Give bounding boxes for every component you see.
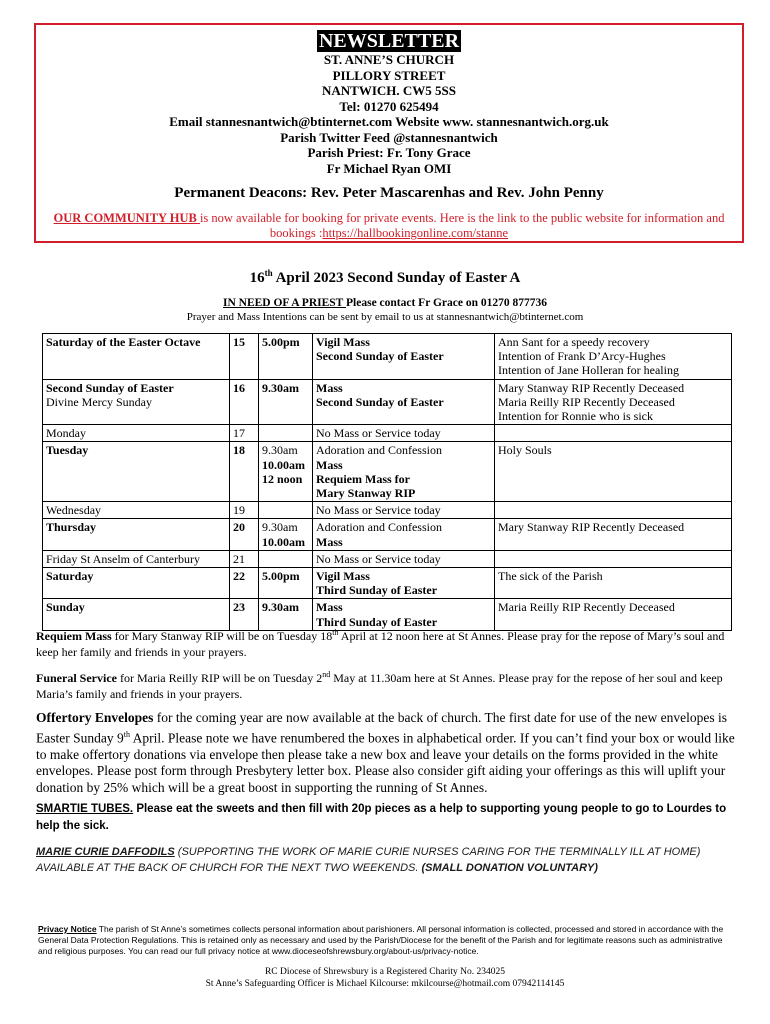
date-cell: 17 <box>230 425 259 442</box>
date-cell: 16 <box>230 379 259 425</box>
curie-notice: MARIE CURIE DAFFODILS (SUPPORTING THE WORK OF MARIE CURIE NURSES CARING FOR THE TERMINALLY ILL AT HOME) AVAILABLE AT THE BACK OF CHURCH FOR THE NEXT TWO WEEKENDS. (SMALL DONATION VOLUNTARY) <box>36 846 701 874</box>
service-cell: No Mass or Service today <box>313 550 495 567</box>
charity-line: RC Diocese of Shrewsbury is a Registered Charity No. 234025 <box>264 967 506 977</box>
day-cell: Second Sunday of Easter Divine Mercy Sunday <box>43 379 230 425</box>
table-row <box>43 425 732 442</box>
time-cell: 9.30am 10.00am <box>259 519 313 550</box>
table-row <box>43 550 732 567</box>
intention-cell <box>495 425 732 442</box>
intention-cell: Maria Reilly RIP Recently Deceased <box>495 599 732 630</box>
intentions-note: Prayer and Mass Intentions can be sent by email to us at stannesnantwich@btinternet.com <box>186 311 584 323</box>
hub-text: is now available for booking for private events. Here is the link to the public website for information and bookings : <box>199 211 725 240</box>
deacons: Permanent Deacons: Rev. Peter Mascarenhas and Rev. John Penny <box>174 185 604 201</box>
day-cell: Friday St Anselm of Canterbury <box>43 550 230 567</box>
intention-cell: Holy Souls <box>495 442 732 502</box>
table-row <box>43 519 732 550</box>
service-cell: Vigil Mass Second Sunday of Easter <box>313 334 495 380</box>
service-cell: Mass Third Sunday of Easter <box>313 599 495 630</box>
newsletter-title: NEWSLETTER <box>318 30 460 52</box>
mass-schedule-table <box>42 333 732 631</box>
town: NANTWICH. CW5 5SS <box>322 83 456 98</box>
table-row <box>43 334 732 380</box>
date-cell: 15 <box>230 334 259 380</box>
time-cell <box>259 425 313 442</box>
footer <box>0 966 770 990</box>
date-cell: 20 <box>230 519 259 550</box>
day-cell: Saturday of the Easter Octave <box>43 334 230 380</box>
service-cell: No Mass or Service today <box>313 425 495 442</box>
time-cell: 5.00pm <box>259 334 313 380</box>
day-cell: Sunday <box>43 599 230 630</box>
date-cell: 21 <box>230 550 259 567</box>
service-cell: Mass Second Sunday of Easter <box>313 379 495 425</box>
hub-link[interactable]: https://hallbookingonline.com/stanne <box>322 226 509 240</box>
service-cell: No Mass or Service today <box>313 502 495 519</box>
intention-cell <box>495 550 732 567</box>
funeral-notice: Funeral Service for Maria Reilly RIP will be on Tuesday 2nd May at 11.30am here at St Annes. Please pray for the repose of her soul and keep Maria’s family and friends in your prayers. <box>36 670 723 701</box>
table-row <box>43 502 732 519</box>
church-name: ST. ANNE’S CHURCH <box>323 52 455 67</box>
intention-cell: Mary Stanway RIP Recently Deceased Maria Reilly RIP Recently Deceased Intention for Ronnie who is sick <box>495 379 732 425</box>
time-cell <box>259 502 313 519</box>
intention-cell: The sick of the Parish <box>495 568 732 599</box>
date-cell: 22 <box>230 568 259 599</box>
header-box <box>34 23 744 243</box>
sunday-title: 16th April 2023 Second Sunday of Easter A <box>249 268 521 286</box>
time-cell: 9.30am <box>259 599 313 630</box>
intention-cell: Mary Stanway RIP Recently Deceased <box>495 519 732 550</box>
day-cell: Tuesday <box>43 442 230 502</box>
priest-notice: IN NEED OF A PRIEST Please contact Fr Grace on 01270 877736 <box>222 297 548 309</box>
intention-cell: Ann Sant for a speedy recovery Intention of Frank D’Arcy-Hughes Intention of Jane Holleran for healing <box>495 334 732 380</box>
service-cell: Adoration and Confession Mass <box>313 519 495 550</box>
day-cell: Saturday <box>43 568 230 599</box>
day-cell: Wednesday <box>43 502 230 519</box>
parish-priest: Parish Priest: Fr. Tony Grace <box>307 145 471 160</box>
table-row <box>43 568 732 599</box>
time-cell: 5.00pm <box>259 568 313 599</box>
safeguarding-line: St Anne’s Safeguarding Officer is Michael Kilcourse: mkilcourse@hotmail.com 07942114145 <box>205 979 565 989</box>
smartie-notice: SMARTIE TUBES. Please eat the sweets and then fill with 20p pieces as a help to supporting young people to go to Lourdes to help the sick. <box>36 803 727 832</box>
privacy-notice: Privacy Notice The parish of St Anne’s sometimes collects personal information about parishioners. All personal information is collected, processed and stored in accordance with the General Data Protection Regulations. This is retained only as necessary and used by the Parish/Diocese for the benefit of the Parish and for legitimate reasons such as administrative and religious purposes. You can read our full privacy notice at www.dioceseofshrewsbury.org/about-us/privacy-notice. <box>38 924 724 956</box>
day-cell: Monday <box>43 425 230 442</box>
twitter-line: Parish Twitter Feed @stannesnantwich <box>280 129 498 145</box>
date-cell: 18 <box>230 442 259 502</box>
offertory-notice: Offertory Envelopes for the coming year are now available at the back of church. The first date for use of the new envelopes is Easter Sunday 9th April. Please note we have renumbered the boxes in alphabetical order. If you can’t find your box or would like to make offertory donations via envelope then please take a new box and leave your details on the forms provided in the white envelopes. Please post form through Presbytery letter box. Please also consider gift aiding your offerings as this will uplift your donation by 25% which will be a great boost in supporting the running of St Annes. <box>36 710 735 795</box>
time-cell <box>259 550 313 567</box>
requiem-notice: Requiem Mass for Mary Stanway RIP will be on Tuesday 18th April at 12 noon here at St Annes. Please pray for the repose of Mary’s soul and keep her family and friends in your prayers. <box>36 628 725 659</box>
service-cell: Adoration and Confession Mass Requiem Mass for Mary Stanway RIP <box>313 442 495 502</box>
hub-label: OUR COMMUNITY HUB <box>53 211 200 225</box>
contact-line: Email stannesnantwich@btinternet.com Website www. stannesnantwich.org.uk <box>169 114 609 129</box>
date-cell: 23 <box>230 599 259 630</box>
time-cell: 9.30am <box>259 379 313 425</box>
intention-cell <box>495 502 732 519</box>
time-cell: 9.30am 10.00am 12 noon <box>259 442 313 502</box>
assistant-priest: Fr Michael Ryan OMI <box>326 160 452 176</box>
street: PILLORY STREET <box>332 67 446 83</box>
table-row <box>43 442 732 502</box>
day-cell: Thursday <box>43 519 230 550</box>
date-cell: 19 <box>230 502 259 519</box>
telephone: Tel: 01270 625494 <box>339 98 439 114</box>
table-row <box>43 379 732 425</box>
community-hub-notice <box>52 211 726 241</box>
service-cell: Vigil Mass Third Sunday of Easter <box>313 568 495 599</box>
